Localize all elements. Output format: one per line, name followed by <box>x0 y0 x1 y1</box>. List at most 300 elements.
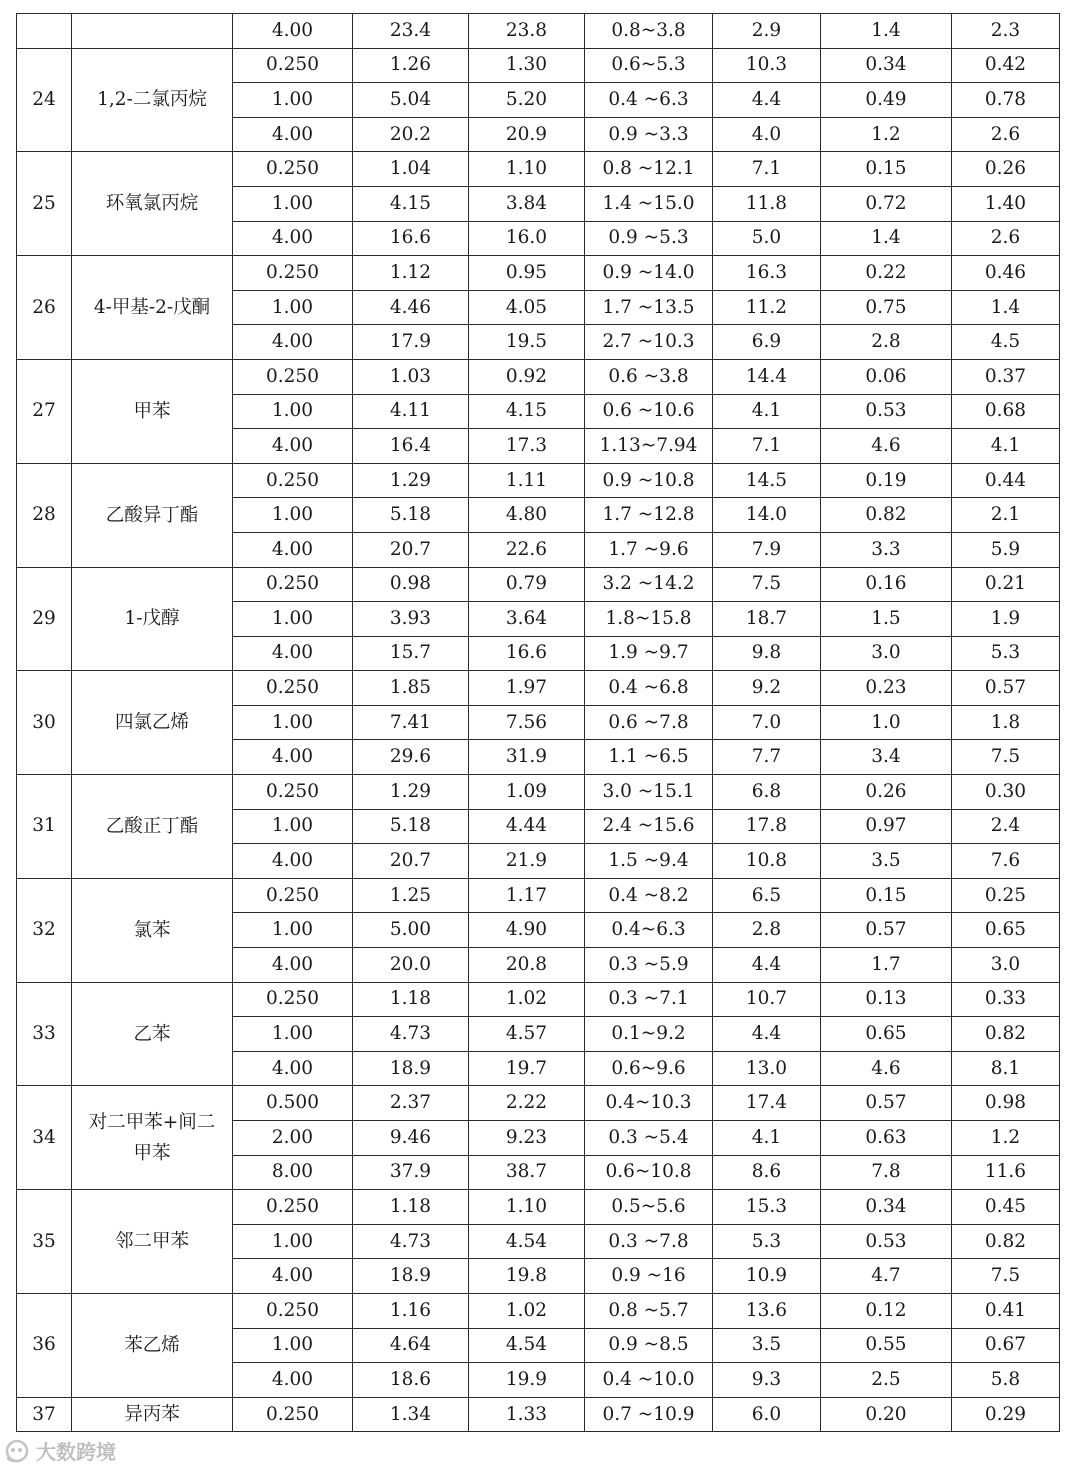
table-cell-col5: 16.0 <box>469 221 585 256</box>
table-cell-col4: 16.6 <box>353 221 469 256</box>
table-cell-col7: 8.6 <box>713 1155 821 1190</box>
table-cell-col8: 0.49 <box>821 83 952 118</box>
table-cell-no: 27 <box>17 359 72 463</box>
table-cell-col7: 7.1 <box>713 152 821 187</box>
table-cell-col8: 3.0 <box>821 636 952 671</box>
table-cell-col4: 1.25 <box>353 878 469 913</box>
table-cell-col8: 0.53 <box>821 1224 952 1259</box>
table-cell-col3: 1.00 <box>233 913 353 948</box>
table-cell-col3: 0.250 <box>233 775 353 810</box>
table-cell-col9: 5.8 <box>952 1363 1060 1398</box>
table-cell-name <box>72 48 233 152</box>
table-row <box>17 567 1060 602</box>
table-cell-col6: 0.6~10.8 <box>585 1155 713 1190</box>
table-cell-col3: 0.250 <box>233 48 353 83</box>
table-cell-col8: 3.4 <box>821 740 952 775</box>
compound-name: 邻二甲苯 <box>114 1231 189 1253</box>
table-cell-col6: 0.4~6.3 <box>585 913 713 948</box>
table-cell-col4: 16.4 <box>353 429 469 464</box>
table-cell-col4: 18.6 <box>353 1363 469 1398</box>
table-cell-col5: 21.9 <box>469 844 585 879</box>
table-cell-col5: 3.84 <box>469 186 585 221</box>
table-cell-col9: 1.4 <box>952 290 1060 325</box>
table-cell-col8: 1.0 <box>821 705 952 740</box>
table-cell-col8: 0.26 <box>821 775 952 810</box>
table-cell-col9: 4.1 <box>952 429 1060 464</box>
table-cell-col5: 1.09 <box>469 775 585 810</box>
table-cell-col8: 0.22 <box>821 256 952 291</box>
table-cell-col5: 1.10 <box>469 152 585 187</box>
table-cell-col8: 1.2 <box>821 117 952 152</box>
table-cell-col4: 5.18 <box>353 809 469 844</box>
table-cell-col4: 3.93 <box>353 602 469 637</box>
table-cell-col6: 0.8~3.8 <box>585 14 713 49</box>
table-cell-col6: 2.7 ~10.3 <box>585 325 713 360</box>
compound-name: 1,2-二氯丙烷 <box>97 89 207 111</box>
table-cell-col3: 1.00 <box>233 705 353 740</box>
table-cell-col7: 10.8 <box>713 844 821 879</box>
table-cell-col6: 0.6~5.3 <box>585 48 713 83</box>
table-cell-col7: 6.9 <box>713 325 821 360</box>
table-cell-col7: 5.3 <box>713 1224 821 1259</box>
table-cell-col3: 4.00 <box>233 532 353 567</box>
table-cell-col6: 0.9 ~16 <box>585 1259 713 1294</box>
table-cell-col3: 0.250 <box>233 982 353 1017</box>
table-cell-col6: 0.6 ~3.8 <box>585 359 713 394</box>
table-cell-col8: 7.8 <box>821 1155 952 1190</box>
table-cell-col7: 17.8 <box>713 809 821 844</box>
table-cell-col8: 1.7 <box>821 948 952 983</box>
table-cell-col9: 0.82 <box>952 1017 1060 1052</box>
table-cell-col4: 9.46 <box>353 1121 469 1156</box>
table-cell-col4: 4.46 <box>353 290 469 325</box>
table-cell-col8: 0.20 <box>821 1397 952 1432</box>
table-cell-col5: 20.9 <box>469 117 585 152</box>
table-cell-col3: 2.00 <box>233 1121 353 1156</box>
table-cell-col5: 4.57 <box>469 1017 585 1052</box>
table-cell-col4: 4.64 <box>353 1328 469 1363</box>
table-cell-col7: 15.3 <box>713 1190 821 1225</box>
table-cell-col8: 0.15 <box>821 152 952 187</box>
table-cell-col5: 1.11 <box>469 463 585 498</box>
table-cell-col7: 11.2 <box>713 290 821 325</box>
table-row <box>17 982 1060 1017</box>
table-cell-col9: 0.65 <box>952 913 1060 948</box>
table-cell-col6: 1.9 ~9.7 <box>585 636 713 671</box>
table-cell-col5: 16.6 <box>469 636 585 671</box>
table-cell-col6: 0.4 ~6.3 <box>585 83 713 118</box>
table-cell-no: 24 <box>17 48 72 152</box>
table-cell-col8: 3.5 <box>821 844 952 879</box>
table-cell-col9: 0.98 <box>952 1086 1060 1121</box>
table-row <box>17 14 1060 49</box>
table-cell-col6: 0.4 ~6.8 <box>585 671 713 706</box>
table-cell-col9: 7.5 <box>952 1259 1060 1294</box>
table-cell-col9: 0.41 <box>952 1293 1060 1328</box>
table-cell-col8: 0.57 <box>821 913 952 948</box>
table-cell-col3: 0.250 <box>233 152 353 187</box>
compound-name: 乙苯 <box>133 1023 171 1045</box>
table-cell-col3: 4.00 <box>233 636 353 671</box>
table-cell-col3: 1.00 <box>233 602 353 637</box>
table-cell-col3: 1.00 <box>233 1328 353 1363</box>
table-cell-col5: 1.97 <box>469 671 585 706</box>
table-cell-col5: 4.15 <box>469 394 585 429</box>
table-cell-col3: 4.00 <box>233 325 353 360</box>
table-cell-col8: 0.34 <box>821 48 952 83</box>
table-cell-col9: 1.2 <box>952 1121 1060 1156</box>
table-cell-col5: 0.95 <box>469 256 585 291</box>
table-cell-col7: 6.0 <box>713 1397 821 1432</box>
table-cell-col5: 19.7 <box>469 1051 585 1086</box>
table-cell-col3: 4.00 <box>233 844 353 879</box>
table-cell-col3: 0.250 <box>233 567 353 602</box>
table-cell-col4: 4.15 <box>353 186 469 221</box>
table-cell-col5: 1.17 <box>469 878 585 913</box>
table-cell-col9: 8.1 <box>952 1051 1060 1086</box>
table-cell-col8: 0.13 <box>821 982 952 1017</box>
table-cell-col4: 15.7 <box>353 636 469 671</box>
table-cell-col4: 1.18 <box>353 982 469 1017</box>
table-cell-col6: 0.9 ~10.8 <box>585 463 713 498</box>
table-row <box>17 48 1060 83</box>
table-cell-no: 33 <box>17 982 72 1086</box>
table-cell-col4: 18.9 <box>353 1051 469 1086</box>
table-cell-col8: 2.5 <box>821 1363 952 1398</box>
table-cell-col6: 0.3 ~5.4 <box>585 1121 713 1156</box>
table-cell-col3: 0.250 <box>233 1397 353 1432</box>
table-cell-col4: 4.73 <box>353 1224 469 1259</box>
table-cell-col4: 20.0 <box>353 948 469 983</box>
table-cell-col9: 0.67 <box>952 1328 1060 1363</box>
table-cell-col5: 4.05 <box>469 290 585 325</box>
table-cell-col3: 0.250 <box>233 1293 353 1328</box>
table-cell-col3: 1.00 <box>233 394 353 429</box>
table-cell-col7: 4.1 <box>713 394 821 429</box>
watermark-text: 大数跨境 <box>36 1440 116 1464</box>
table-cell-col5: 1.02 <box>469 1293 585 1328</box>
table-cell-col5: 4.54 <box>469 1328 585 1363</box>
table-cell-col6: 1.4 ~15.0 <box>585 186 713 221</box>
table-cell-col7: 4.4 <box>713 83 821 118</box>
table-cell-col3: 4.00 <box>233 429 353 464</box>
compound-name: 乙酸正丁酯 <box>105 815 199 837</box>
table-cell-col4: 1.85 <box>353 671 469 706</box>
table-cell-col9: 1.9 <box>952 602 1060 637</box>
table-cell-col5: 1.02 <box>469 982 585 1017</box>
table-cell-col9: 4.5 <box>952 325 1060 360</box>
table-cell-col5: 9.23 <box>469 1121 585 1156</box>
table-cell-col8: 0.97 <box>821 809 952 844</box>
table-cell-col3: 1.00 <box>233 1224 353 1259</box>
table-cell-no: 25 <box>17 152 72 256</box>
table-cell-col7: 4.1 <box>713 1121 821 1156</box>
table-cell-col7: 3.5 <box>713 1328 821 1363</box>
table-cell-col7: 14.0 <box>713 498 821 533</box>
table-cell-col8: 0.15 <box>821 878 952 913</box>
compound-name: 氯苯 <box>133 919 171 941</box>
table-cell-col9: 0.68 <box>952 394 1060 429</box>
table-cell-col9: 0.21 <box>952 567 1060 602</box>
table-cell-col5: 1.33 <box>469 1397 585 1432</box>
table-cell-col5: 0.92 <box>469 359 585 394</box>
table-cell-col3: 0.250 <box>233 1190 353 1225</box>
table-cell-col5: 23.8 <box>469 14 585 49</box>
table-cell-col3: 4.00 <box>233 14 353 49</box>
table-cell-col5: 3.64 <box>469 602 585 637</box>
table-cell-col3: 4.00 <box>233 1051 353 1086</box>
table-cell-col3: 4.00 <box>233 948 353 983</box>
table-cell-col5: 1.10 <box>469 1190 585 1225</box>
table-cell-col9: 1.8 <box>952 705 1060 740</box>
table-cell-col9: 0.37 <box>952 359 1060 394</box>
table-cell-col4: 5.04 <box>353 83 469 118</box>
table-cell-col3: 0.250 <box>233 671 353 706</box>
table-cell-col8: 0.72 <box>821 186 952 221</box>
table-cell-name <box>72 463 233 567</box>
table-cell-col9: 0.25 <box>952 878 1060 913</box>
table-cell-col3: 1.00 <box>233 83 353 118</box>
table-cell-no: 31 <box>17 775 72 879</box>
table-cell-col9: 0.33 <box>952 982 1060 1017</box>
compound-name: 异丙苯 <box>124 1404 180 1426</box>
table-cell-col6: 1.7 ~12.8 <box>585 498 713 533</box>
table-cell-col8: 4.7 <box>821 1259 952 1294</box>
table-cell-col9: 0.78 <box>952 83 1060 118</box>
table-cell-no: 29 <box>17 567 72 671</box>
table-cell-col9: 0.30 <box>952 775 1060 810</box>
table-cell-col7: 18.7 <box>713 602 821 637</box>
table-cell-col3: 1.00 <box>233 290 353 325</box>
table-cell-col4: 1.26 <box>353 48 469 83</box>
table-row <box>17 1397 1060 1432</box>
table-cell-col6: 0.4 ~8.2 <box>585 878 713 913</box>
table-cell-col8: 0.23 <box>821 671 952 706</box>
table-cell-col7: 13.6 <box>713 1293 821 1328</box>
table-row <box>17 775 1060 810</box>
table-cell-no <box>17 14 72 49</box>
table-cell-col6: 0.3 ~7.1 <box>585 982 713 1017</box>
table-cell-col7: 11.8 <box>713 186 821 221</box>
table-body <box>17 14 1060 1432</box>
compound-name: 1-戊醇 <box>124 608 180 630</box>
table-cell-col7: 17.4 <box>713 1086 821 1121</box>
table-cell-col4: 23.4 <box>353 14 469 49</box>
table-cell-col4: 37.9 <box>353 1155 469 1190</box>
table-cell-col9: 0.82 <box>952 1224 1060 1259</box>
table-cell-col3: 8.00 <box>233 1155 353 1190</box>
table-cell-col3: 1.00 <box>233 498 353 533</box>
table-cell-col3: 4.00 <box>233 740 353 775</box>
table-cell-name <box>72 982 233 1086</box>
table-cell-col4: 7.41 <box>353 705 469 740</box>
table-cell-col6: 1.13~7.94 <box>585 429 713 464</box>
table-cell-col6: 0.8 ~5.7 <box>585 1293 713 1328</box>
table-cell-no: 30 <box>17 671 72 775</box>
table-cell-col6: 0.7 ~10.9 <box>585 1397 713 1432</box>
table-cell-col4: 1.29 <box>353 463 469 498</box>
table-cell-col3: 4.00 <box>233 117 353 152</box>
table-cell-col7: 9.8 <box>713 636 821 671</box>
table-cell-col9: 0.57 <box>952 671 1060 706</box>
table-cell-col7: 4.4 <box>713 1017 821 1052</box>
table-cell-col4: 1.34 <box>353 1397 469 1432</box>
compound-name: 乙酸异丁酯 <box>105 504 199 526</box>
table-cell-col8: 0.82 <box>821 498 952 533</box>
table-cell-col7: 9.3 <box>713 1363 821 1398</box>
table-cell-col6: 3.0 ~15.1 <box>585 775 713 810</box>
table-cell-col8: 0.65 <box>821 1017 952 1052</box>
table-cell-col7: 5.0 <box>713 221 821 256</box>
table-cell-col3: 1.00 <box>233 1017 353 1052</box>
table-cell-col6: 0.1~9.2 <box>585 1017 713 1052</box>
table-cell-col8: 2.8 <box>821 325 952 360</box>
table-cell-col9: 2.4 <box>952 809 1060 844</box>
table-cell-col9: 7.6 <box>952 844 1060 879</box>
table-cell-col9: 2.6 <box>952 221 1060 256</box>
table-cell-col3: 4.00 <box>233 1259 353 1294</box>
table-cell-col5: 5.20 <box>469 83 585 118</box>
table-cell-col4: 1.04 <box>353 152 469 187</box>
table-cell-col9: 0.45 <box>952 1190 1060 1225</box>
table-cell-col9: 2.1 <box>952 498 1060 533</box>
table-cell-col8: 0.63 <box>821 1121 952 1156</box>
table-cell-name <box>72 1190 233 1294</box>
table-cell-col8: 0.75 <box>821 290 952 325</box>
table-cell-col3: 0.250 <box>233 256 353 291</box>
table-cell-no: 26 <box>17 256 72 360</box>
table-cell-name <box>72 878 233 982</box>
table-cell-col7: 6.5 <box>713 878 821 913</box>
table-cell-col5: 17.3 <box>469 429 585 464</box>
table-cell-col9: 2.3 <box>952 14 1060 49</box>
table-cell-col4: 18.9 <box>353 1259 469 1294</box>
table-cell-col4: 1.12 <box>353 256 469 291</box>
table-cell-name <box>72 1086 233 1190</box>
table-cell-col5: 7.56 <box>469 705 585 740</box>
table-cell-name <box>72 256 233 360</box>
table-cell-col6: 2.4 ~15.6 <box>585 809 713 844</box>
table-cell-col5: 1.30 <box>469 48 585 83</box>
table-cell-col6: 1.7 ~9.6 <box>585 532 713 567</box>
table-cell-col7: 10.7 <box>713 982 821 1017</box>
table-cell-col4: 2.37 <box>353 1086 469 1121</box>
table-cell-col8: 4.6 <box>821 1051 952 1086</box>
table-cell-col6: 0.6~9.6 <box>585 1051 713 1086</box>
table-cell-col6: 1.8~15.8 <box>585 602 713 637</box>
table-cell-col5: 4.54 <box>469 1224 585 1259</box>
table-cell-name <box>72 775 233 879</box>
table-cell-col8: 3.3 <box>821 532 952 567</box>
table-cell-col9: 2.6 <box>952 117 1060 152</box>
table-cell-col6: 0.9 ~3.3 <box>585 117 713 152</box>
table-cell-col3: 0.250 <box>233 359 353 394</box>
table-cell-col7: 10.9 <box>713 1259 821 1294</box>
table-cell-col6: 0.4 ~10.0 <box>585 1363 713 1398</box>
table-cell-col9: 11.6 <box>952 1155 1060 1190</box>
table-cell-col6: 0.9 ~14.0 <box>585 256 713 291</box>
table-cell-col8: 0.12 <box>821 1293 952 1328</box>
watermark-logo-icon <box>4 1438 30 1464</box>
table-cell-no: 28 <box>17 463 72 567</box>
table-cell-col3: 1.00 <box>233 809 353 844</box>
table-cell-col7: 9.2 <box>713 671 821 706</box>
compound-name: 甲苯 <box>133 400 171 422</box>
table-row <box>17 359 1060 394</box>
table-cell-name <box>72 14 233 49</box>
table-cell-col8: 1.4 <box>821 221 952 256</box>
table-cell-col5: 22.6 <box>469 532 585 567</box>
table-cell-no: 35 <box>17 1190 72 1294</box>
table-cell-col5: 4.90 <box>469 913 585 948</box>
table-cell-no: 36 <box>17 1293 72 1397</box>
table-cell-col7: 7.0 <box>713 705 821 740</box>
table-cell-col4: 20.2 <box>353 117 469 152</box>
table-cell-col9: 0.46 <box>952 256 1060 291</box>
table-cell-col5: 38.7 <box>469 1155 585 1190</box>
table-cell-col5: 19.9 <box>469 1363 585 1398</box>
table-cell-col3: 4.00 <box>233 1363 353 1398</box>
table-cell-col7: 16.3 <box>713 256 821 291</box>
table-cell-col8: 1.5 <box>821 602 952 637</box>
table-cell-col7: 6.8 <box>713 775 821 810</box>
table-cell-col5: 4.80 <box>469 498 585 533</box>
table-cell-col4: 4.73 <box>353 1017 469 1052</box>
table-cell-col9: 1.40 <box>952 186 1060 221</box>
table-cell-col3: 0.500 <box>233 1086 353 1121</box>
table-cell-col5: 31.9 <box>469 740 585 775</box>
table-cell-col7: 7.5 <box>713 567 821 602</box>
table-cell-col5: 20.8 <box>469 948 585 983</box>
table-row <box>17 463 1060 498</box>
table-cell-col5: 19.5 <box>469 325 585 360</box>
table-cell-col6: 0.9 ~8.5 <box>585 1328 713 1363</box>
table-cell-col7: 4.0 <box>713 117 821 152</box>
table-cell-col9: 0.44 <box>952 463 1060 498</box>
table-cell-col7: 7.9 <box>713 532 821 567</box>
table-cell-col4: 4.11 <box>353 394 469 429</box>
table-cell-col9: 5.9 <box>952 532 1060 567</box>
table-row <box>17 1086 1060 1121</box>
table-cell-no: 34 <box>17 1086 72 1190</box>
table-cell-col8: 0.19 <box>821 463 952 498</box>
table-cell-col6: 0.6 ~7.8 <box>585 705 713 740</box>
table-cell-col3: 1.00 <box>233 186 353 221</box>
compound-name: 对二甲苯+间二甲苯 <box>88 1111 216 1164</box>
table-cell-col4: 1.03 <box>353 359 469 394</box>
compound-name: 环氧氯丙烷 <box>105 193 199 215</box>
table-cell-col9: 7.5 <box>952 740 1060 775</box>
table-cell-col8: 4.6 <box>821 429 952 464</box>
table-cell-name <box>72 1293 233 1397</box>
table-cell-col7: 2.8 <box>713 913 821 948</box>
watermark <box>4 1436 116 1465</box>
table-cell-col9: 5.3 <box>952 636 1060 671</box>
table-cell-col5: 2.22 <box>469 1086 585 1121</box>
table-cell-col7: 2.9 <box>713 14 821 49</box>
table-cell-col5: 0.79 <box>469 567 585 602</box>
table-cell-col8: 0.34 <box>821 1190 952 1225</box>
table-cell-col7: 7.7 <box>713 740 821 775</box>
table-cell-col3: 0.250 <box>233 463 353 498</box>
table-cell-col9: 3.0 <box>952 948 1060 983</box>
table-cell-name <box>72 1397 233 1432</box>
table-cell-col6: 0.5~5.6 <box>585 1190 713 1225</box>
table-cell-col6: 0.3 ~5.9 <box>585 948 713 983</box>
table-cell-col4: 20.7 <box>353 532 469 567</box>
table-cell-col6: 0.4~10.3 <box>585 1086 713 1121</box>
table-row <box>17 1293 1060 1328</box>
